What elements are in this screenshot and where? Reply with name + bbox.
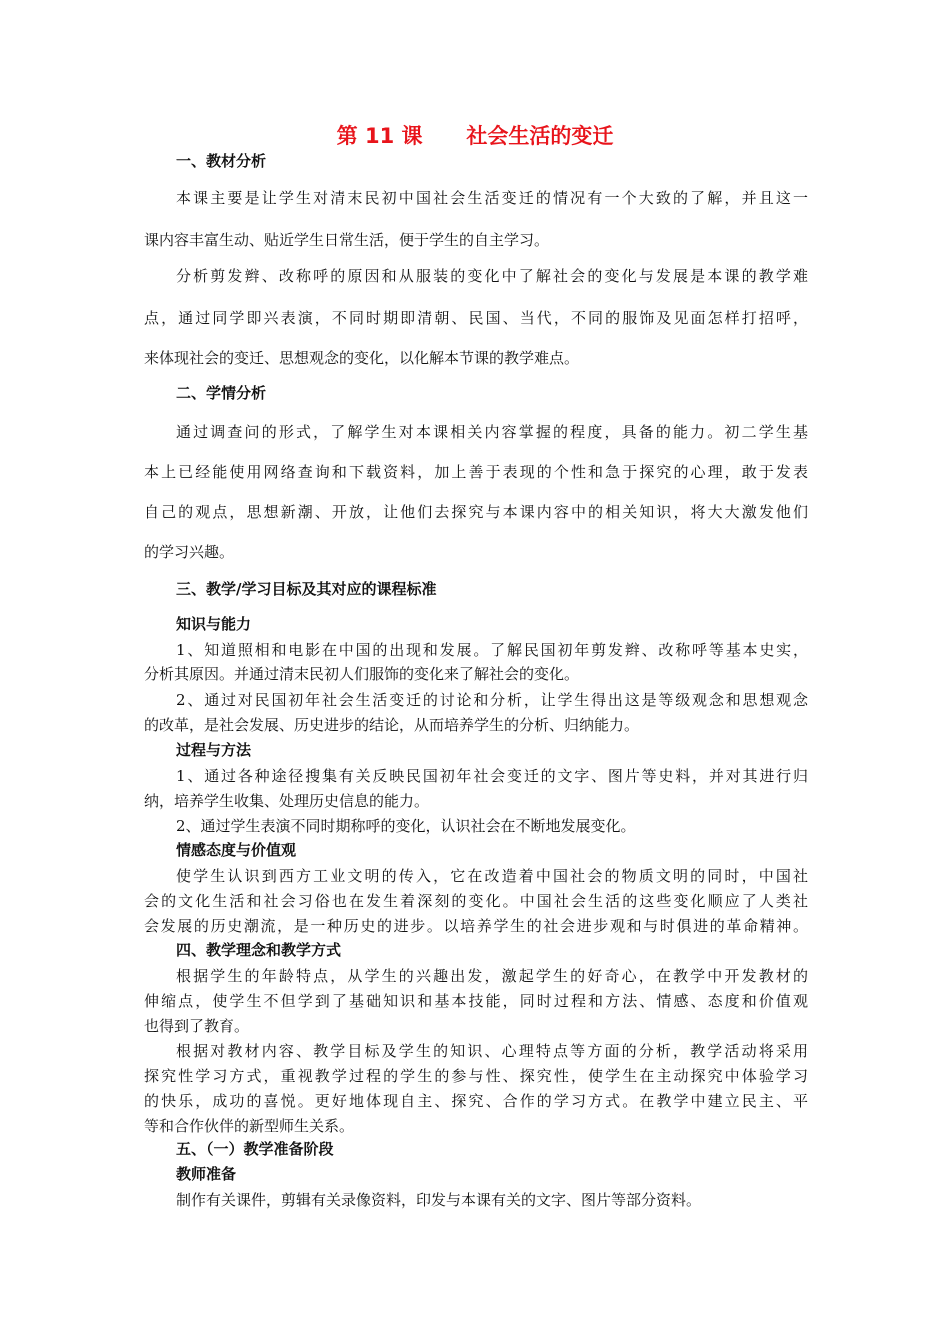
subheading-teacher-preparation: 教师准备 bbox=[176, 1165, 237, 1183]
paragraph-line: 课内容丰富生动、贴近学生日常生活，便于学生的自主学习。 bbox=[144, 231, 550, 249]
paragraph-line: 本上已经能使用网络查询和下载资料，加上善于表现的个性和急于探究的心理，敢于发表 bbox=[144, 463, 808, 481]
heading-preparation-stage: 五、（一）教学准备阶段 bbox=[176, 1140, 334, 1158]
paragraph-line: 本课主要是让学生对清末民初中国社会生活变迁的情况有一个大致的了解，并且这一 bbox=[176, 189, 808, 207]
paragraph-line: 制作有关课件，剪辑有关录像资料，印发与本课有关的文字、图片等部分资料。 bbox=[176, 1191, 702, 1209]
paragraph-line: 的快乐，成功的喜悦。更好地体现自主、探究、合作的学习方式。在教学中建立民主、平 bbox=[144, 1092, 808, 1110]
paragraph-line: 也得到了教育。 bbox=[144, 1017, 250, 1035]
paragraph-line: 2、通过对民国初年社会生活变迁的讨论和分析，让学生得出这是等级观念和思想观念 bbox=[176, 691, 808, 709]
paragraph-line: 根据对教材内容、教学目标及学生的知识、心理特点等方面的分析，教学活动将采用 bbox=[176, 1042, 808, 1060]
heading-learner-analysis: 二、学情分析 bbox=[176, 384, 267, 402]
paragraph-line: 伸缩点，使学生不但学到了基础知识和基本技能，同时过程和方法、情感、态度和价值观 bbox=[144, 992, 808, 1010]
paragraph-line: 自己的观点，思想新潮、开放，让他们去探究与本课内容中的相关知识，将大大激发他们 bbox=[144, 503, 808, 521]
paragraph-line: 分析其原因。并通过清末民初人们服饰的变化来了解社会的变化。 bbox=[144, 665, 580, 683]
paragraph-line: 使学生认识到西方工业文明的传入，它在改造着中国社会的物质文明的同时，中国社 bbox=[176, 867, 808, 885]
heading-teaching-objectives: 三、教学/学习目标及其对应的课程标准 bbox=[176, 580, 437, 598]
paragraph-line: 的改革，是社会发展、历史进步的结论，从而培养学生的分析、归纳能力。 bbox=[144, 716, 640, 734]
paragraph-line: 等和合作伙伴的新型师生关系。 bbox=[144, 1117, 355, 1135]
paragraph-line: 探究性学习方式，重视教学过程的学生的参与性、探究性，使学生在主动探究中体验学习 bbox=[144, 1067, 808, 1085]
paragraph-line: 根据学生的年龄特点，从学生的兴趣出发，激起学生的好奇心，在教学中开发教材的 bbox=[176, 967, 808, 985]
paragraph-line: 1、知道照相和电影在中国的出现和发展。了解民国初年剪发辫、改称呼等基本史实， bbox=[176, 641, 808, 659]
paragraph-line: 2、通过学生表演不同时期称呼的变化，认识社会在不断地发展变化。 bbox=[176, 817, 636, 835]
paragraph-line: 纳，培养学生收集、处理历史信息的能力。 bbox=[144, 792, 430, 810]
subheading-process-method: 过程与方法 bbox=[176, 741, 252, 759]
subheading-emotion-values: 情感态度与价值观 bbox=[176, 841, 297, 859]
lesson-title: 第 11 课 社会生活的变迁 bbox=[336, 124, 614, 148]
heading-teaching-philosophy: 四、教学理念和教学方式 bbox=[176, 941, 342, 959]
paragraph-line: 点，通过同学即兴表演，不同时期即清朝、民国、当代，不同的服饰及见面怎样打招呼， bbox=[144, 309, 808, 327]
paragraph-line: 来体现社会的变迁、思想观念的变化，以化解本节课的教学难点。 bbox=[144, 349, 580, 367]
heading-textbook-analysis: 一、教材分析 bbox=[176, 152, 267, 170]
paragraph-line: 通过调查问的形式，了解学生对本课相关内容掌握的程度，具备的能力。初二学生基 bbox=[176, 423, 808, 441]
paragraph-line: 会发展的历史潮流，是一种历史的进步。以培养学生的社会进步观和与时俱进的革命精神。 bbox=[144, 917, 808, 935]
paragraph-line: 分析剪发辫、改称呼的原因和从服装的变化中了解社会的变化与发展是本课的教学难 bbox=[176, 267, 808, 285]
paragraph-line: 会的文化生活和社会习俗也在发生着深刻的变化。中国社会生活的这些变化顺应了人类社 bbox=[144, 892, 808, 910]
subheading-knowledge-ability: 知识与能力 bbox=[176, 615, 252, 633]
paragraph-line: 1、通过各种途径搜集有关反映民国初年社会变迁的文字、图片等史料，并对其进行归 bbox=[176, 767, 808, 785]
paragraph-line: 的学习兴趣。 bbox=[144, 543, 235, 561]
